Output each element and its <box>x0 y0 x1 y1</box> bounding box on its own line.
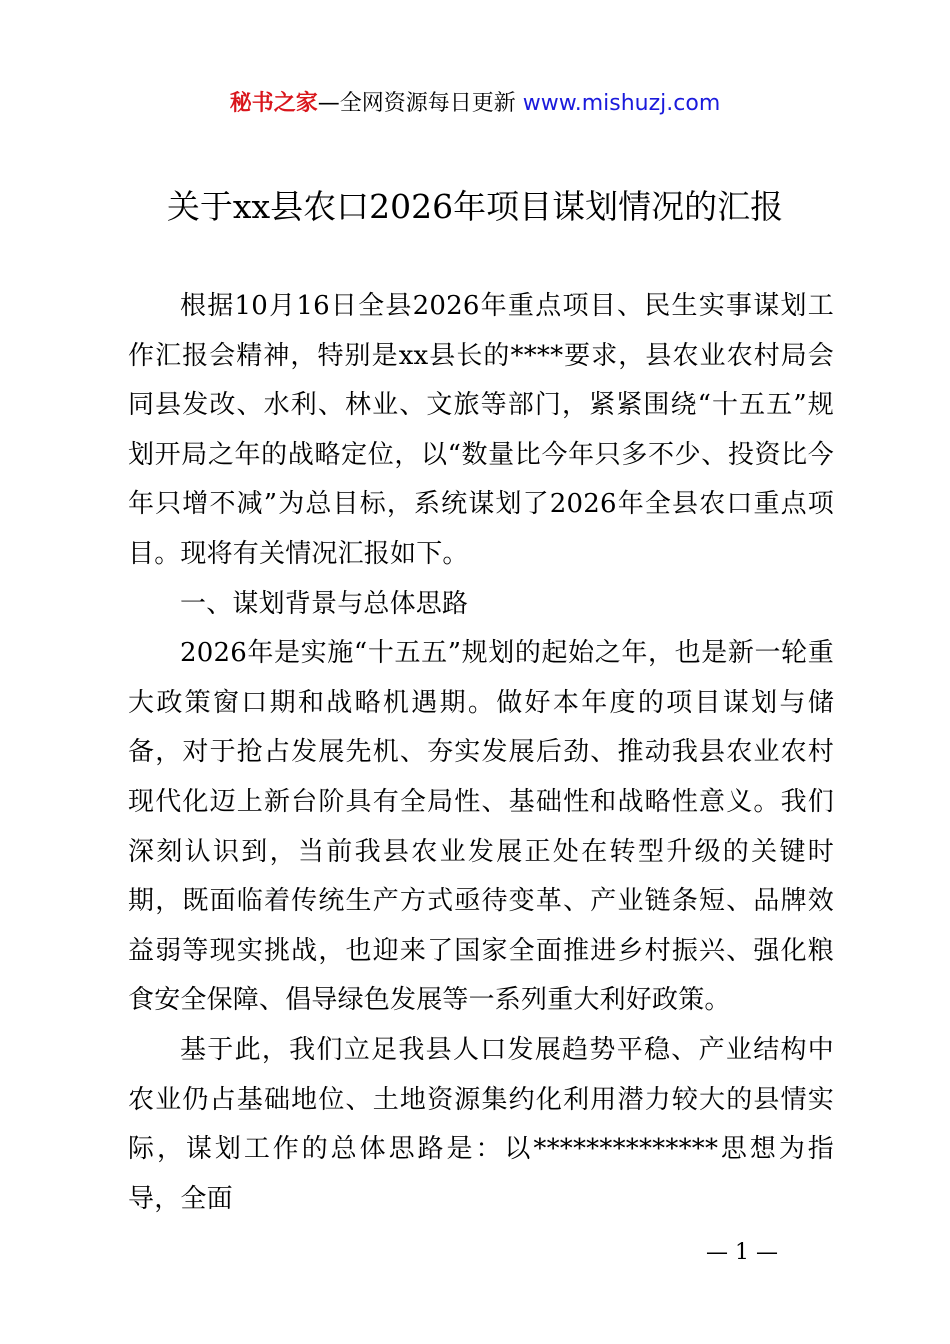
section-heading-1: 一、谋划背景与总体思路 <box>180 588 469 619</box>
site-url-link[interactable]: www.mishuzj.com <box>522 91 721 116</box>
site-name: 秘书之家 <box>229 91 318 116</box>
document-title: 关于xx县农口2026年项目谋划情况的汇报 <box>166 187 784 226</box>
paragraph-intro: 根据10月16日全县2026年重点项目、民生实事谋划工作汇报会精神，特别是xx县长的****要求，县农业农村局会同县发改、水利、林业、文旅等部门，紧紧围绕“十五五”规划开局之年的战略定位，以“数量比今年只多不少、投资比今年只增不减”为总目标，系统谋划了2026年全县农口重点项目。现将有关情况汇报如下。 <box>128 291 834 569</box>
page-number: — 1 — <box>706 1240 778 1265</box>
paragraph-background: 2026年是实施“十五五”规划的起始之年，也是新一轮重大政策窗口期和战略机遇期。做好本年度的项目谋划与储备，对于抢占发展先机、夯实发展后劲、推动我县农业农村现代化迈上新台阶具有全局性、基础性和战略性意义。我们深刻认识到，当前我县农业发展正处在转型升级的关键时期，既面临着传统生产方式亟待变革、产业链条短、品牌效益弱等现实挑战，也迎来了国家全面推进乡村振兴、强化粮食安全保障、倡导绿色发展等一系列重大利好政策。 <box>128 638 834 1016</box>
document-body <box>128 282 834 1224</box>
site-slogan: —全网资源每日更新 <box>317 91 523 116</box>
site-header <box>0 88 950 120</box>
paragraph-approach: 基于此，我们立足我县人口发展趋势平稳、产业结构中农业仍占基础地位、土地资源集约化利用潜力较大的县情实际，谋划工作的总体思路是：以**************思想为指导，全面 <box>128 1034 834 1214</box>
